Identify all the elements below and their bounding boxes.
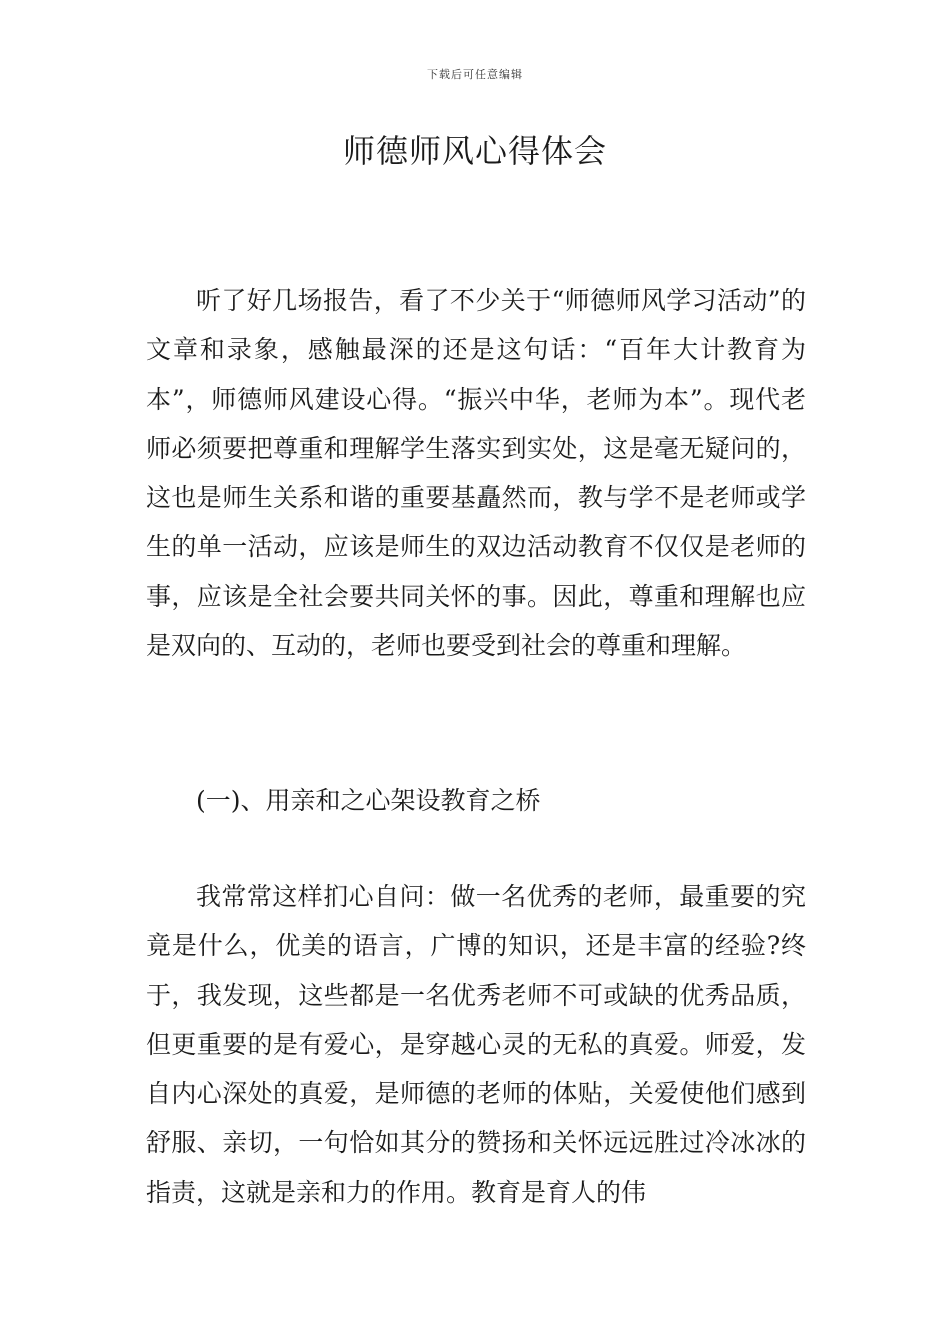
header-note: 下载后可任意编辑 bbox=[427, 68, 523, 81]
paragraph-body: 我常常这样扪心自问：做一名优秀的老师，最重要的究竟是什么，优美的语言，广博的知识，还是丰富的经验?终于，我发现，这些都是一名优秀老师不可或缺的优秀品质，但更重要的是有爱心，是穿越心灵的无私的真爱。师爱，发自内心深处的真爱，是师德的老师的体贴，关爱使他们感到舒服、亲切，一句恰如其分的赞扬和关怀远远胜过冷冰冰的指责，这就是亲和力的作用。教育是育人的伟 bbox=[146, 882, 806, 1207]
paragraph-intro: 听了好几场报告，看了不少关于“师德师风学习活动”的文章和录象，感触最深的还是这句话：“百年大计教育为本”，师德师风建设心得。“振兴中华，老师为本”。现代老师必须要把尊重和理解学生落实到实处，这是毫无疑问的，这也是师生关系和谐的重要基矗然而，教与学不是老师或学生的单一活动，应该是师生的双边活动教育不仅仅是老师的事，应该是全社会要共同关怀的事。因此，尊重和理解也应是双向的、互动的，老师也要受到社会的尊重和理解。 bbox=[146, 286, 806, 661]
document-title: 师德师风心得体会 bbox=[342, 132, 607, 170]
section-heading: (一)、用亲和之心架设教育之桥 bbox=[196, 786, 541, 815]
